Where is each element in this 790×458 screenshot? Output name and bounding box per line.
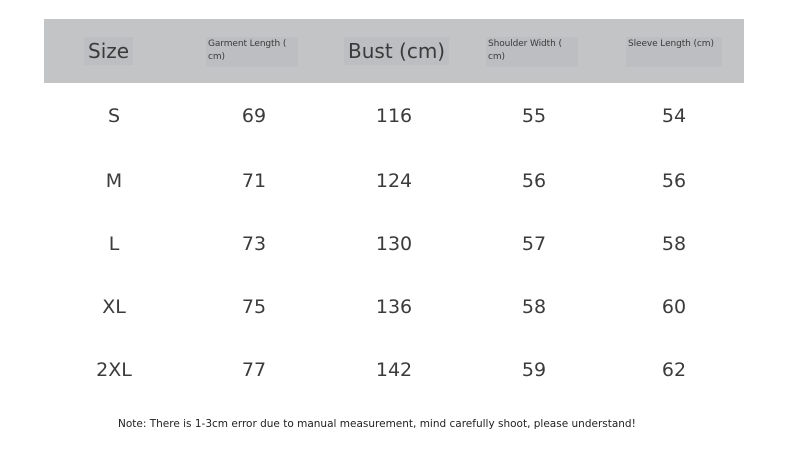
cell-bust: 142	[375, 358, 413, 381]
cell-shoulder-width: 56	[521, 169, 547, 192]
table-row	[44, 83, 744, 149]
header-cell-sleeve-length	[604, 19, 744, 83]
table-body	[44, 83, 744, 401]
cell-shoulder-width: 55	[521, 105, 547, 127]
size-chart-table	[44, 19, 744, 401]
cell-sleeve-length: 56	[661, 169, 687, 192]
cell-size: S	[107, 105, 121, 127]
cell-shoulder-width: 57	[521, 232, 547, 255]
cell-sleeve-length: 62	[661, 358, 687, 381]
cell-garment-length: 77	[241, 358, 267, 381]
cell-shoulder-width: 58	[521, 295, 547, 318]
cell-size: 2XL	[96, 358, 132, 381]
cell-size: XL	[102, 295, 126, 318]
table-row	[44, 338, 744, 401]
header-size: Size	[84, 37, 133, 65]
table-row	[44, 212, 744, 275]
header-cell-garment-length	[184, 19, 324, 83]
measurement-note-text: Note: There is 1-3cm error due to manual measurement, mind carefully shoot, please understand!	[118, 418, 636, 430]
cell-sleeve-length: 60	[661, 295, 687, 318]
header-cell-size	[44, 19, 184, 83]
cell-size: M	[105, 169, 123, 192]
table-row	[44, 149, 744, 212]
cell-sleeve-length: 58	[661, 232, 687, 255]
cell-garment-length: 69	[241, 105, 267, 127]
cell-size: L	[108, 232, 120, 255]
cell-garment-length: 75	[241, 295, 267, 318]
cell-bust: 130	[375, 232, 413, 255]
cell-bust: 124	[375, 169, 413, 192]
cell-garment-length: 71	[241, 169, 267, 192]
header-sleeve-length: Sleeve Length (cm)	[626, 37, 722, 67]
header-cell-bust	[324, 19, 464, 83]
table-row	[44, 275, 744, 338]
cell-bust: 116	[375, 105, 413, 127]
cell-sleeve-length: 54	[661, 105, 687, 127]
cell-shoulder-width: 59	[521, 358, 547, 381]
header-garment-length: Garment Length ( cm)	[206, 37, 298, 67]
cell-bust: 136	[375, 295, 413, 318]
header-shoulder-width: Shoulder Width ( cm)	[486, 37, 578, 67]
cell-garment-length: 73	[241, 232, 267, 255]
table-header-row	[44, 19, 744, 83]
header-cell-shoulder-width	[464, 19, 604, 83]
header-bust: Bust (cm)	[344, 37, 449, 65]
